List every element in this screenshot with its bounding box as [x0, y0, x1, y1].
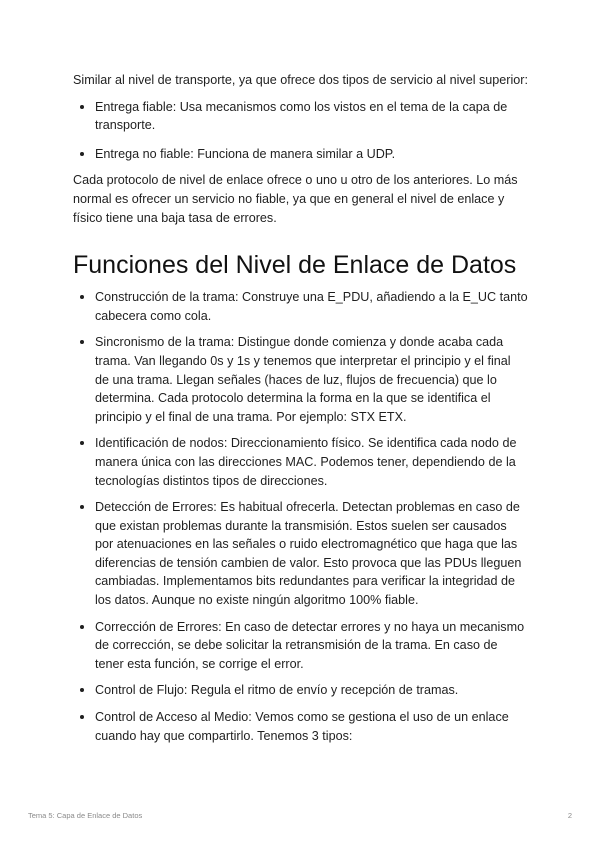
list-item: Entrega no fiable: Funciona de manera similar a UDP. [73, 145, 528, 164]
list-item: Entrega fiable: Usa mecanismos como los vistos en el tema de la capa de transporte. [73, 98, 528, 135]
page-number: 2 [567, 811, 572, 820]
page-content [73, 71, 528, 745]
list-item: Control de Acceso al Medio: Vemos como se gestiona el uso de un enlace cuando hay que compartirlo. Tenemos 3 tipos: [73, 708, 528, 745]
functions-list [73, 288, 528, 745]
delivery-types-list [73, 98, 528, 164]
section-heading: Funciones del Nivel de Enlace de Datos [73, 251, 517, 280]
footer-title: Tema 5: Capa de Enlace de Datos [28, 811, 143, 820]
list-item: Corrección de Errores: En caso de detectar errores y no haya un mecanismo de corrección, se debe solicitar la retransmisión de la trama. En caso de tener esta función, se corrige el error. [73, 618, 528, 674]
list-item: Control de Flujo: Regula el ritmo de envío y recepción de tramas. [73, 681, 528, 700]
list-item: Detección de Errores: Es habitual ofrecerla. Detectan problemas en caso de que existan problemas durante la transmisión. Estos suelen ser causados por atenuaciones en las señales o ruido electromagnético que haga que las diferencias de tensión cambien de valor. Esto provoca que las PDUs lleguen cambiadas. Implementamos bits redundantes para verificar la integridad de los datos. Aunque no existe ningún algoritmo 100% fiable. [73, 498, 528, 610]
intro-paragraph: Similar al nivel de transporte, ya que ofrece dos tipos de servicio al nivel superior: [73, 73, 528, 87]
list-item: Sincronismo de la trama: Distingue donde comienza y donde acaba cada trama. Van llegando 0s y 1s y tenemos que interpretar el principio y el final de una trama. Llegan señales (haces de luz, flujos de frecuencia) que lo determina. Cada protocolo determina la forma en la que se identifica el principio y el final de una trama. Por ejemplo: STX ETX. [73, 333, 528, 426]
list-item: Construcción de la trama: Construye una E_PDU, añadiendo a la E_UC tanto cabecera como cola. [73, 288, 528, 325]
list-item: Identificación de nodos: Direccionamiento físico. Se identifica cada nodo de manera única con las direcciones MAC. Podemos tener, dependiendo de la tecnologías distintos tipos de direcciones. [73, 434, 528, 490]
summary-paragraph: Cada protocolo de nivel de enlace ofrece o uno u otro de los anteriores. Lo más normal es ofrecer un servicio no fiable, ya que en general el nivel de enlace y físico tiene una baja tasa de errores. [73, 173, 518, 225]
